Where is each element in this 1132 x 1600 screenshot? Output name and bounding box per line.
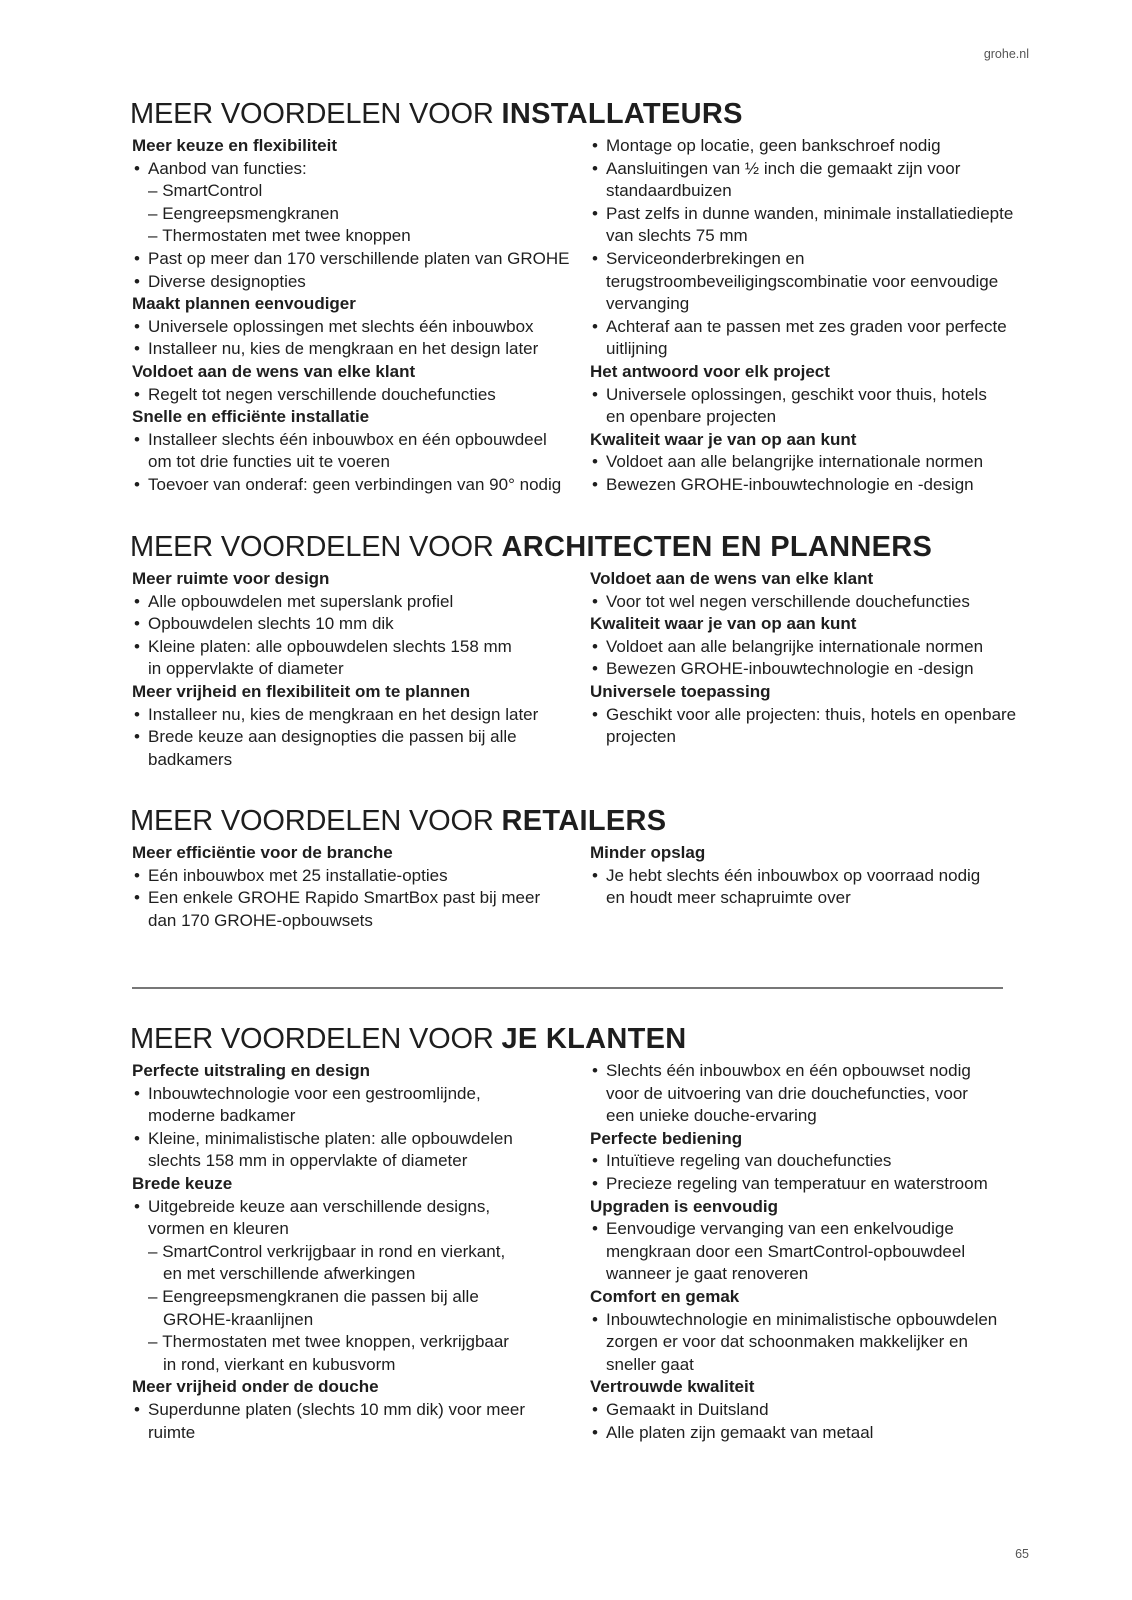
bullet-item: • Regelt tot negen verschillende douchefuncties: [132, 384, 590, 407]
bullet-item: • Intuïtieve regeling van douchefuncties: [590, 1150, 1030, 1173]
bullet-item: • Eén inbouwbox met 25 installatie-opties: [132, 865, 590, 888]
left-column: [132, 1060, 590, 1444]
subheading: Upgraden is eenvoudig: [590, 1196, 778, 1216]
bullet-item: • Toevoer van onderaf: geen verbindingen van 90° nodig: [132, 474, 590, 497]
continuation-line: mengkraan door een SmartControl-opbouwdeel: [606, 1241, 966, 1261]
section-title-light: MEER VOORDELEN VOOR: [130, 1023, 502, 1055]
continuation-line: sneller gaat: [606, 1354, 694, 1374]
subheading: Universele toepassing: [590, 681, 771, 701]
subheading: Perfecte uitstraling en design: [132, 1061, 371, 1080]
continuation-line: vormen en kleuren: [148, 1219, 289, 1239]
right-column: [590, 842, 1030, 932]
sub-item: – Thermostaten met twee knoppen, verkrijgbaar: [132, 1331, 590, 1354]
continuation-line: vervanging: [606, 294, 690, 314]
subheading: Perfecte bediening: [590, 1128, 743, 1148]
bullet-item: • Superdunne platen (slechts 10 mm dik) voor meer: [132, 1399, 590, 1422]
bullet-item: • Serviceonderbrekingen en: [590, 248, 1030, 271]
section-title-light: MEER VOORDELEN VOOR: [130, 531, 502, 563]
bullet-item: • Opbouwdelen slechts 10 mm dik: [132, 613, 590, 636]
continuation-line: zorgen er voor dat schoonmaken makkelijker en: [606, 1332, 968, 1352]
subheading: Meer ruimte voor design: [132, 569, 330, 588]
continuation-line: een unieke douche-ervaring: [606, 1106, 817, 1126]
section-title-bold: RETAILERS: [501, 805, 667, 837]
bullet-item: • Bewezen GROHE-inbouwtechnologie en -design: [590, 658, 1030, 681]
sub-item: – Eengreepsmengkranen: [132, 203, 590, 226]
subheading: Voldoet aan de wens van elke klant: [590, 569, 874, 588]
right-column: [590, 1060, 1030, 1444]
subheading: Meer vrijheid onder de douche: [132, 1377, 379, 1397]
subheading: Kwaliteit waar je van op aan kunt: [590, 429, 857, 449]
continuation-line: en houdt meer schapruimte over: [606, 888, 851, 908]
section-title-light: MEER VOORDELEN VOOR: [130, 98, 502, 130]
continuation-line: wanneer je gaat renoveren: [606, 1264, 809, 1284]
continuation-line: dan 170 GROHE-opbouwsets: [148, 910, 373, 930]
bullet-item: • Je hebt slechts één inbouwbox op voorraad nodig: [590, 865, 1030, 888]
section-title-light: MEER VOORDELEN VOOR: [130, 805, 502, 837]
bullet-item: • Slechts één inbouwbox en één opbouwset nodig: [590, 1060, 1030, 1083]
subheading: Meer vrijheid en flexibiliteit om te plannen: [132, 681, 471, 701]
section-title: [130, 1021, 1030, 1057]
bullet-item: • Kleine platen: alle opbouwdelen slechts 158 mm: [132, 636, 590, 659]
continuation-line: voor de uitvoering van drie douchefuncties, voor: [606, 1083, 968, 1103]
right-column: [590, 568, 1030, 771]
bullet-item: • Installeer nu, kies de mengkraan en het design later: [132, 338, 590, 361]
bullet-item: • Geschikt voor alle projecten: thuis, hotels en openbare: [590, 704, 1030, 727]
bullet-item: • Voor tot wel negen verschillende douchefuncties: [590, 591, 1030, 614]
subheading: Vertrouwde kwaliteit: [590, 1377, 755, 1397]
continuation-line: ruimte: [148, 1422, 196, 1442]
subheading: Kwaliteit waar je van op aan kunt: [590, 614, 857, 634]
sub-item: – Eengreepsmengkranen die passen bij alle: [132, 1286, 590, 1309]
bullet-item: • Diverse designopties: [132, 271, 590, 294]
section-je-klanten: [132, 1021, 1030, 1444]
bullet-item: • Universele oplossingen, geschikt voor thuis, hotels: [590, 384, 1030, 407]
sub-item: – SmartControl verkrijgbaar in rond en vierkant,: [132, 1241, 590, 1264]
continuation-line: projecten: [606, 727, 676, 747]
section-title-bold: JE KLANTEN: [501, 1023, 687, 1055]
section-title-bold: ARCHITECTEN EN PLANNERS: [501, 531, 933, 563]
section-title: [130, 529, 1030, 565]
section-title: [130, 96, 1030, 132]
bullet-item: • Montage op locatie, geen bankschroef nodig: [590, 135, 1030, 158]
bullet-item: • Kleine, minimalistische platen: alle opbouwdelen: [132, 1128, 590, 1151]
bullet-item: • Past op meer dan 170 verschillende platen van GROHE: [132, 248, 590, 271]
subheading: Maakt plannen eenvoudiger: [132, 294, 356, 314]
section-title-bold: INSTALLATEURS: [501, 98, 743, 130]
continuation-line: en openbare projecten: [606, 407, 777, 427]
right-column: [590, 135, 1030, 497]
bullet-item: • Precieze regeling van temperatuur en waterstroom: [590, 1173, 1030, 1196]
continuation-line: om tot drie functies uit te voeren: [148, 452, 390, 472]
bullet-item: • Installeer nu, kies de mengkraan en het design later: [132, 704, 590, 727]
section-architecten-en-planners: [132, 529, 1030, 771]
subheading: Brede keuze: [132, 1173, 233, 1193]
left-column: [132, 568, 590, 771]
sub-item-continuation: GROHE-kraanlijnen: [163, 1309, 314, 1329]
subheading: Meer efficiëntie voor de branche: [132, 843, 393, 862]
bullet-item: • Voldoet aan alle belangrijke internationale normen: [590, 636, 1030, 659]
section-title: [130, 803, 1030, 839]
subheading: Meer keuze en flexibiliteit: [132, 136, 338, 155]
bullet-item: • Alle opbouwdelen met superslank profiel: [132, 591, 590, 614]
bullet-item: • Voldoet aan alle belangrijke internationale normen: [590, 451, 1030, 474]
continuation-line: van slechts 75 mm: [606, 226, 748, 246]
continuation-line: badkamers: [148, 749, 233, 769]
left-column: [132, 842, 590, 932]
section-retailers: [132, 803, 1030, 932]
left-column: [132, 135, 590, 497]
bullet-item: • Een enkele GROHE Rapido SmartBox past bij meer: [132, 887, 590, 910]
bullet-item: • Uitgebreide keuze aan verschillende designs,: [132, 1196, 590, 1219]
subheading: Minder opslag: [590, 843, 706, 862]
bullet-item: • Alle platen zijn gemaakt van metaal: [590, 1422, 1030, 1445]
continuation-line: terugstroombeveiligingscombinatie voor eenvoudige: [606, 271, 999, 291]
bullet-item: • Aanbod van functies:: [132, 158, 590, 181]
sub-item-continuation: en met verschillende afwerkingen: [163, 1264, 416, 1284]
bullet-item: • Universele oplossingen met slechts één inbouwbox: [132, 316, 590, 339]
subheading: Comfort en gemak: [590, 1286, 740, 1306]
subheading: Snelle en efficiënte installatie: [132, 407, 370, 427]
continuation-line: standaardbuizen: [606, 181, 732, 201]
sub-item: – SmartControl: [132, 180, 590, 203]
bullet-item: • Inbouwtechnologie voor een gestroomlijnde,: [132, 1083, 590, 1106]
sub-item-continuation: in rond, vierkant en kubusvorm: [163, 1354, 396, 1374]
bullet-item: • Inbouwtechnologie en minimalistische opbouwdelen: [590, 1309, 1030, 1332]
bullet-item: • Aansluitingen van ½ inch die gemaakt zijn voor: [590, 158, 1030, 181]
bullet-item: • Past zelfs in dunne wanden, minimale installatiediepte: [590, 203, 1030, 226]
page-number: 65: [1015, 1547, 1029, 1561]
continuation-line: moderne badkamer: [148, 1106, 296, 1126]
continuation-line: in oppervlakte of diameter: [148, 659, 344, 679]
bullet-item: • Gemaakt in Duitsland: [590, 1399, 1030, 1422]
bullet-item: • Installeer slechts één inbouwbox en één opbouwdeel: [132, 429, 590, 452]
section-installateurs: [132, 96, 1030, 497]
subheading: Het antwoord voor elk project: [590, 361, 830, 381]
bullet-item: • Achteraf aan te passen met zes graden voor perfecte: [590, 316, 1030, 339]
bullet-item: • Brede keuze aan designopties die passen bij alle: [132, 726, 590, 749]
bullet-item: • Eenvoudige vervanging van een enkelvoudige: [590, 1218, 1030, 1241]
continuation-line: uitlijning: [606, 339, 668, 359]
section-divider: [132, 987, 1003, 989]
bullet-item: • Bewezen GROHE-inbouwtechnologie en -design: [590, 474, 1030, 497]
subheading: Voldoet aan de wens van elke klant: [132, 361, 416, 381]
site-url: grohe.nl: [983, 47, 1029, 61]
continuation-line: slechts 158 mm in oppervlakte of diameter: [148, 1151, 468, 1171]
sub-item: – Thermostaten met twee knoppen: [132, 225, 590, 248]
